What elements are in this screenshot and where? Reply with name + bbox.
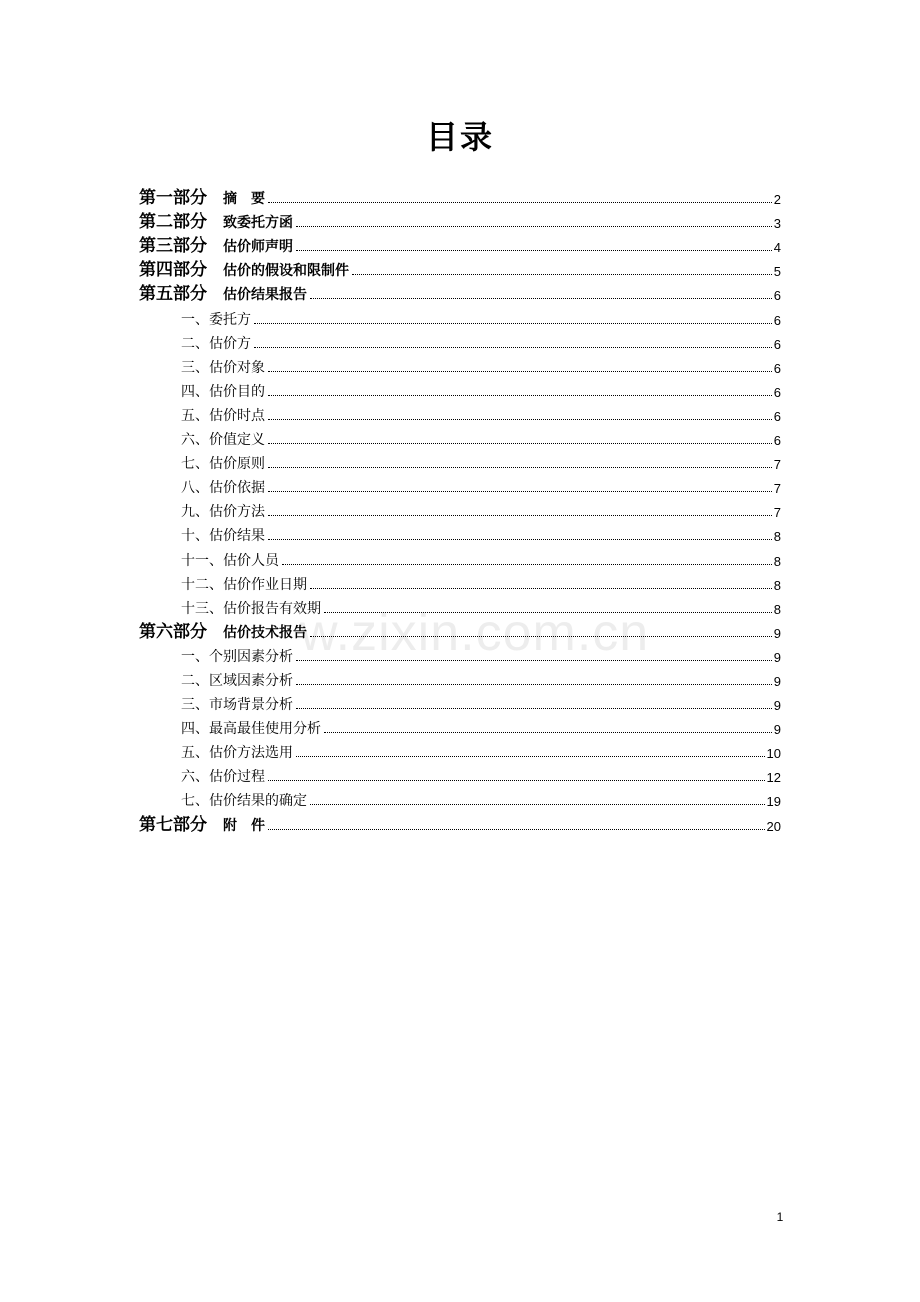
toc-dot-leader bbox=[310, 298, 772, 299]
toc-page-number: 6 bbox=[773, 336, 781, 352]
toc-part-number: 第四部分 bbox=[139, 260, 207, 281]
toc-entry-part[interactable] bbox=[139, 810, 781, 834]
toc-page-number: 6 bbox=[773, 433, 781, 449]
toc-entry-section[interactable] bbox=[139, 690, 781, 714]
watermark-text: w.zixin.com.cn bbox=[300, 604, 650, 662]
toc-entry-label bbox=[181, 309, 251, 329]
toc-entry-label bbox=[139, 279, 307, 304]
toc-entry-label bbox=[139, 255, 349, 280]
toc-entry-title: 摘 要 bbox=[223, 191, 265, 208]
toc-page-number: 6 bbox=[773, 360, 781, 376]
toc-entry-label bbox=[181, 766, 265, 786]
toc-entry-part[interactable] bbox=[139, 280, 781, 304]
toc-entry-section[interactable] bbox=[139, 762, 781, 786]
toc-dot-leader bbox=[268, 515, 772, 516]
toc-entry-label bbox=[181, 477, 265, 497]
toc-dot-leader bbox=[352, 274, 772, 275]
toc-dot-leader bbox=[268, 491, 772, 492]
toc-entry-section[interactable] bbox=[139, 666, 781, 690]
toc-entry-section[interactable] bbox=[139, 353, 781, 377]
toc-entry-label bbox=[181, 333, 251, 353]
toc-page-number: 9 bbox=[773, 698, 781, 714]
toc-entry-title: 五、估价方法选用 bbox=[181, 745, 293, 762]
toc-entry-section[interactable] bbox=[139, 449, 781, 473]
toc-page-number: 9 bbox=[773, 722, 781, 738]
toc-part-number: 第六部分 bbox=[139, 621, 207, 642]
toc-entry-part[interactable] bbox=[139, 618, 781, 642]
toc-entry-label bbox=[181, 574, 307, 594]
toc-entry-section[interactable] bbox=[139, 594, 781, 618]
toc-page-number: 6 bbox=[773, 384, 781, 400]
toc-entry-section[interactable] bbox=[139, 786, 781, 810]
toc-page-number: 7 bbox=[773, 505, 781, 521]
toc-entry-section[interactable] bbox=[139, 425, 781, 449]
toc-dot-leader bbox=[268, 780, 765, 781]
toc-dot-leader bbox=[296, 684, 772, 685]
toc-page-number: 6 bbox=[773, 288, 781, 304]
toc-entry-section[interactable] bbox=[139, 642, 781, 666]
toc-page-number: 6 bbox=[773, 312, 781, 328]
toc-dot-leader bbox=[324, 612, 772, 613]
toc-dot-leader bbox=[310, 588, 772, 589]
toc-entry-label bbox=[181, 381, 265, 401]
toc-entry-title: 八、估价依据 bbox=[181, 480, 265, 497]
toc-entry-title: 三、市场背景分析 bbox=[181, 697, 293, 714]
toc-page-number: 9 bbox=[773, 625, 781, 641]
toc-entry-title: 估价师声明 bbox=[223, 239, 293, 256]
toc-entry-title: 十、估价结果 bbox=[181, 528, 265, 545]
toc-entry-title: 估价的假设和限制件 bbox=[223, 263, 349, 280]
toc-part-number: 第三部分 bbox=[139, 236, 207, 257]
toc-page-number: 12 bbox=[766, 770, 781, 786]
toc-dot-leader bbox=[296, 250, 772, 251]
toc-entry-section[interactable] bbox=[139, 304, 781, 328]
toc-entry-title: 十一、估价人员 bbox=[181, 552, 279, 569]
toc-entry-section[interactable] bbox=[139, 497, 781, 521]
toc-entry-title: 五、估价时点 bbox=[181, 407, 265, 424]
toc-entry-title: 七、估价原则 bbox=[181, 456, 265, 473]
toc-entry-section[interactable] bbox=[139, 521, 781, 545]
toc-entry-title: 二、估价方 bbox=[181, 335, 251, 352]
toc-dot-leader bbox=[254, 323, 772, 324]
toc-page-number: 7 bbox=[773, 481, 781, 497]
toc-entry-title: 附 件 bbox=[223, 817, 265, 834]
toc-entry-label bbox=[181, 718, 321, 738]
toc-dot-leader bbox=[296, 226, 772, 227]
toc-page-number: 7 bbox=[773, 457, 781, 473]
toc-dot-leader bbox=[268, 829, 765, 830]
toc-entry-label bbox=[139, 183, 265, 208]
toc-entry-label bbox=[181, 525, 265, 545]
toc-entry-title: 二、区域因素分析 bbox=[181, 672, 293, 689]
toc-entry-title: 四、估价目的 bbox=[181, 383, 265, 400]
toc-page-number: 19 bbox=[766, 794, 781, 810]
toc-entry-label bbox=[181, 453, 265, 473]
toc-dot-leader bbox=[310, 636, 772, 637]
toc-page-number: 8 bbox=[773, 601, 781, 617]
toc-entry-label bbox=[181, 405, 265, 425]
toc-dot-leader bbox=[268, 539, 772, 540]
toc-page-number: 10 bbox=[766, 746, 781, 762]
toc-entry-label bbox=[181, 742, 293, 762]
toc-entry-title: 估价技术报告 bbox=[223, 624, 307, 641]
toc-dot-leader bbox=[268, 202, 772, 203]
toc-dot-leader bbox=[268, 443, 772, 444]
toc-dot-leader bbox=[268, 395, 772, 396]
toc-entry-label bbox=[181, 429, 265, 449]
toc-entry-section[interactable] bbox=[139, 570, 781, 594]
toc-entry-title: 三、估价对象 bbox=[181, 359, 265, 376]
toc-dot-leader bbox=[282, 564, 772, 565]
toc-page-number: 8 bbox=[773, 577, 781, 593]
toc-entry-title: 估价结果报告 bbox=[223, 287, 307, 304]
toc-page-number: 6 bbox=[773, 408, 781, 424]
toc-entry-title: 六、价值定义 bbox=[181, 432, 265, 449]
toc-dot-leader bbox=[268, 467, 772, 468]
toc-dot-leader bbox=[268, 371, 772, 372]
toc-entry-title: 一、个别因素分析 bbox=[181, 648, 293, 665]
toc-page-number: 5 bbox=[773, 264, 781, 280]
toc-entry-part[interactable] bbox=[139, 208, 781, 232]
toc-entry-label bbox=[139, 810, 265, 835]
toc-entry-label bbox=[181, 646, 293, 666]
toc-dot-leader bbox=[296, 660, 772, 661]
page-title: 目录 bbox=[425, 118, 494, 156]
toc-entry-section[interactable] bbox=[139, 377, 781, 401]
toc-entry-title: 七、估价结果的确定 bbox=[181, 793, 307, 810]
toc-page-number: 8 bbox=[773, 553, 781, 569]
toc-entry-title: 致委托方函 bbox=[223, 215, 293, 232]
toc-entry-section[interactable] bbox=[139, 401, 781, 425]
toc-entry-part[interactable] bbox=[139, 256, 781, 280]
toc-entry-label bbox=[139, 207, 293, 232]
toc-entry-section[interactable] bbox=[139, 738, 781, 762]
toc-entry-section[interactable] bbox=[139, 329, 781, 353]
toc-entry-label bbox=[181, 694, 293, 714]
toc-entry-label bbox=[139, 617, 307, 642]
toc-entry-section[interactable] bbox=[139, 473, 781, 497]
page-number: 1 bbox=[776, 1210, 784, 1224]
toc-dot-leader bbox=[324, 732, 772, 733]
toc-part-number: 第五部分 bbox=[139, 284, 207, 305]
toc-entry-title: 六、估价过程 bbox=[181, 769, 265, 786]
toc-entry-part[interactable] bbox=[139, 184, 781, 208]
toc-entry-label bbox=[181, 550, 279, 570]
toc-dot-leader bbox=[296, 708, 772, 709]
toc-entry-label bbox=[181, 501, 265, 521]
table-of-contents bbox=[139, 184, 781, 835]
toc-entry-label bbox=[181, 790, 307, 810]
toc-entry-label bbox=[181, 357, 265, 377]
toc-part-number: 第七部分 bbox=[139, 814, 207, 835]
toc-page-number: 8 bbox=[773, 529, 781, 545]
toc-entry-label bbox=[181, 670, 293, 690]
toc-page-number: 2 bbox=[773, 192, 781, 208]
toc-entry-title: 一、委托方 bbox=[181, 311, 251, 328]
toc-entry-part[interactable] bbox=[139, 232, 781, 256]
toc-dot-leader bbox=[254, 347, 772, 348]
toc-dot-leader bbox=[296, 756, 765, 757]
toc-part-number: 第一部分 bbox=[139, 188, 207, 209]
toc-entry-title: 九、估价方法 bbox=[181, 504, 265, 521]
toc-page-number: 9 bbox=[773, 673, 781, 689]
toc-entry-section[interactable] bbox=[139, 545, 781, 569]
toc-page-number: 20 bbox=[766, 818, 781, 834]
toc-entry-label bbox=[181, 598, 321, 618]
toc-page-number: 3 bbox=[773, 216, 781, 232]
toc-entry-title: 十三、估价报告有效期 bbox=[181, 600, 321, 617]
toc-part-number: 第二部分 bbox=[139, 212, 207, 233]
toc-entry-title: 十二、估价作业日期 bbox=[181, 576, 307, 593]
toc-page-number: 9 bbox=[773, 649, 781, 665]
toc-entry-section[interactable] bbox=[139, 714, 781, 738]
toc-dot-leader bbox=[310, 804, 765, 805]
toc-dot-leader bbox=[268, 419, 772, 420]
toc-entry-title: 四、最高最佳使用分析 bbox=[181, 721, 321, 738]
toc-page-number: 4 bbox=[773, 240, 781, 256]
toc-entry-label bbox=[139, 231, 293, 256]
